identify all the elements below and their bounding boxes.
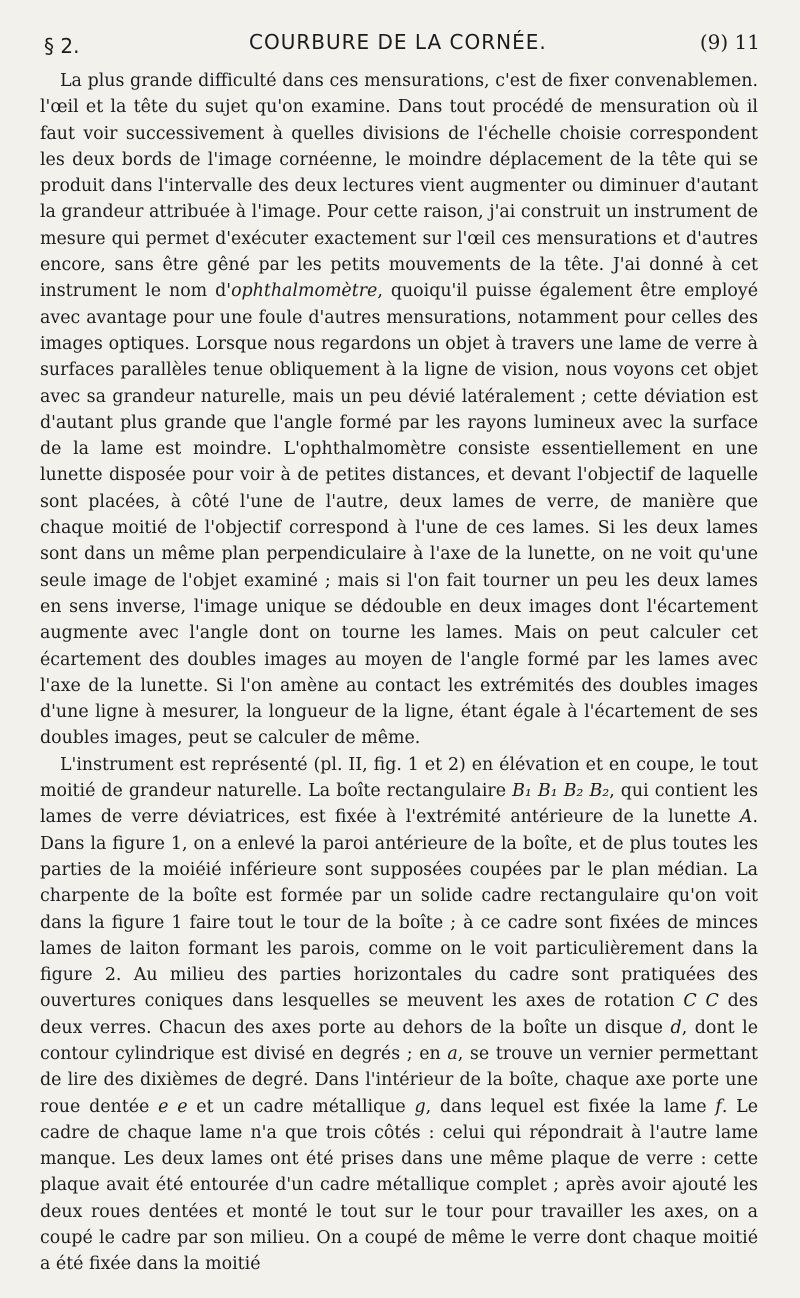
symbol-lame: f xyxy=(715,1096,722,1117)
text-run: , qui contient les lames de verre déviatrices, est fixée à l'extrémité antérieure de la lunette xyxy=(40,781,758,828)
text-run: , dont le contour cylindrique est divisé en degrés ; en xyxy=(40,1017,758,1064)
symbol-cadre: g xyxy=(414,1096,426,1117)
section-number: § 2. xyxy=(44,34,80,58)
symbol-disque: d xyxy=(670,1017,682,1038)
symbol-vernier: a xyxy=(447,1043,458,1064)
symbol-axes: C C xyxy=(683,991,719,1012)
running-header xyxy=(44,28,760,62)
symbol-roue: e e xyxy=(158,1096,188,1117)
text-run: , quoiqu'il puisse également être employé avec avantage pour une foule d'autres mensurations, notamment pour celles des images optiques. Lorsque nous regardons un objet à travers une lame de verre à surfaces parallèles tenue obliquement à la ligne de vision, nous voyons cet objet avec sa grandeur naturelle, mais un peu dévié latéralement ; cette déviation est d'autant plus grande que l'angle formé par les rayons lumineux avec la surface de la lame est moindre. L'ophthalmomètre consiste essentiellement en une lunette disposée pour voir à de petites distances, et devant l'objectif de laquelle sont placées, à côté l'une de l'autre, deux lames de verre, de manière que chaque moitié de l'objectif correspond à l'une de ces lames. Si les deux lames sont dans un même plan perpendiculaire à l'axe de la lunette, on ne voit qu'une seule image de l'objet examiné ; mais si l'on fait tourner un peu les deux lames en sens inverse, l'image unique se dédouble en deux images dont l'écartement augmente avec l'angle dont on tourne les lames. Mais on peut calculer cet écartement des doubles images au moyen de l'angle formé par les lames avec l'axe de la lunette. Si l'on amène au contact les extrémités des doubles images d'une ligne à mesurer, la longueur de la ligne, étant égale à l'écartement de ses doubles images, peut se calculer de même. xyxy=(40,281,759,749)
text-run: des deux verres. Chacun des axes porte au dehors de la boîte un disque xyxy=(40,991,758,1038)
text-run: , dans lequel est fixée la lame xyxy=(425,1096,716,1117)
symbol-box: B₁ B₁ B₂ B₂ xyxy=(512,781,610,802)
term-ophthalmometre: ophthalmomètre xyxy=(231,281,378,302)
body-text xyxy=(40,68,758,1278)
paragraph xyxy=(40,68,758,752)
symbol-lunette: A xyxy=(739,807,753,828)
text-run: . Dans la figure 1, on a enlevé la paroi antérieure de la boîte, et de plus toutes les parties de la moiéié inférieure sont supposées coupées par le plan médian. La charpente de la boîte est formée par un solide cadre rectangulaire qu'on voit dans la figure 1 faire tout le tour de la boîte ; à ce cadre sont fixées de minces lames de laiton formant les parois, comme on le voit particulièrement dans la figure 2. Au milieu des parties horizontales du cadre sont pratiquées des ouvertures coniques dans lesquelles se meuvent les axes de rotation xyxy=(40,807,758,1012)
text-run: et un cadre métallique xyxy=(187,1096,415,1117)
page-number: (9) 11 xyxy=(699,30,760,54)
text-run: . Le cadre de chaque lame n'a que trois côtés : celui qui répondrait à l'autre lame manque. Les deux lames ont été prises dans une même plaque de verre : cette plaque avait été entourée d'un cadre métallique complet ; après avoir ajouté les deux roues dentées et monté le tout sur le tour pour travailler les axes, on a coupé le cadre par son milieu. On a coupé de même le verre dont chaque moitié a été fixée dans la moitié xyxy=(40,1096,758,1275)
paragraph xyxy=(40,752,758,1278)
text-run: L'instrument est représenté (pl. II, fig. 1 et 2) en élévation et en coupe, le tout moitié de grandeur naturelle. La boîte rectangulaire xyxy=(40,754,758,802)
chapter-title: COURBURE DE LA CORNÉE. xyxy=(249,30,547,54)
text-run: , se trouve un vernier permettant de lire des dixièmes de degré. Dans l'intérieur de la boîte, chaque axe porte une roue dentée xyxy=(40,1043,759,1117)
text-run: La plus grande difficulté dans ces mensurations, c'est de fixer convenablemen. l'œil et la tête du sujet qu'on examine. Dans tout procédé de mensuration où il faut voir successivement à quelles divisions de l'échelle choisie correspondent les deux bords de l'image cornéenne, le moindre déplacement de la tête qui se produit dans l'intervalle des deux lectures vient augmenter ou diminuer d'autant la grandeur attribuée à l'image. Pour cette raison, j'ai construit un instrument de mesure qui permet d'exécuter exactement sur l'œil ces mensurations et d'autres encore, sans être gêné par les petits mouvements de la tête. J'ai donné à cet instrument le nom d' xyxy=(40,71,758,302)
